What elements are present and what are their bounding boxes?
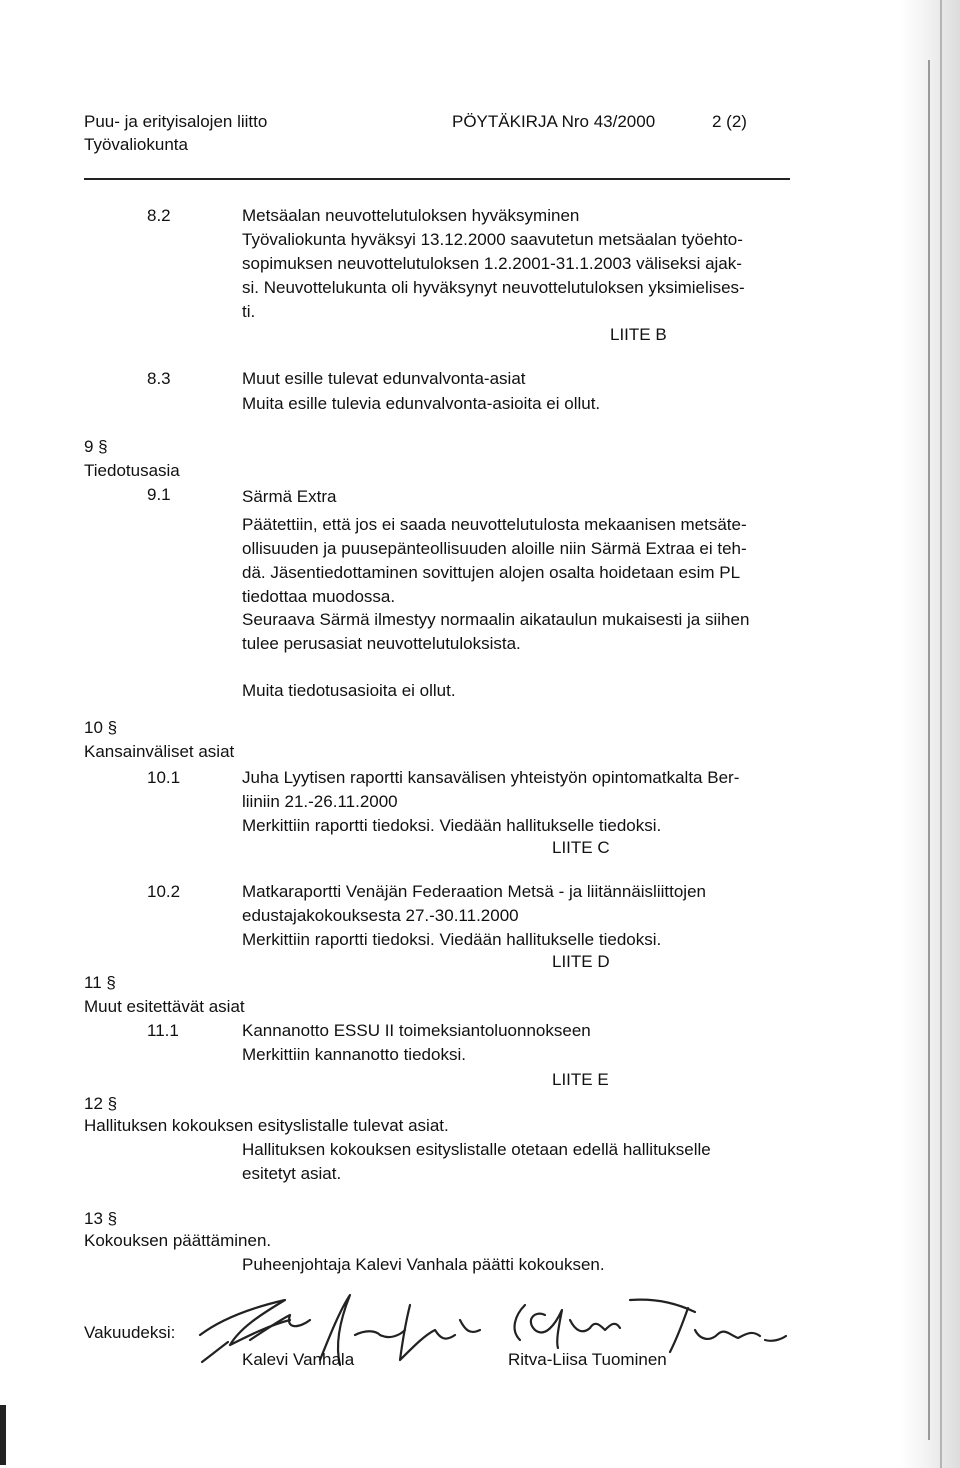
section-heading: Kannanotto ESSU II toimeksiantoluonnokseen bbox=[242, 1021, 591, 1040]
paragraph-number: 9 § bbox=[84, 437, 108, 456]
section-heading: Muut esille tulevat edunvalvonta-asiat bbox=[242, 369, 526, 388]
appendix-label: LIITE E bbox=[552, 1070, 609, 1089]
signature-stroke bbox=[250, 1315, 310, 1340]
section-line: liiniin 21.-26.11.2000 bbox=[242, 792, 398, 811]
signer-name: Kalevi Vanhala bbox=[242, 1350, 355, 1369]
paragraph-number: 10 § bbox=[84, 718, 118, 737]
signature-stroke bbox=[400, 1305, 455, 1360]
section-line: tiedottaa muodossa. bbox=[242, 587, 396, 606]
signer-name: Ritva-Liisa Tuominen bbox=[508, 1350, 667, 1369]
signature-stroke bbox=[460, 1320, 480, 1332]
section-number: 10.1 bbox=[147, 768, 181, 787]
paragraph-title: Kokouksen päättäminen. bbox=[84, 1231, 272, 1250]
section-line: sopimuksen neuvottelutuloksen 1.2.2001-31.1.2003 väliseksi ajak- bbox=[242, 254, 742, 273]
paragraph-title: Kansainväliset asiat bbox=[84, 742, 235, 761]
appendix-label: LIITE B bbox=[610, 325, 667, 344]
section-line: si. Neuvottelukunta oli hyväksynyt neuvottelutuloksen yksimielises- bbox=[242, 278, 745, 297]
paragraph-number: 11 § bbox=[84, 973, 116, 992]
document-title: PÖYTÄKIRJA Nro 43/2000 bbox=[452, 112, 656, 131]
section-line: Merkittiin raportti tiedoksi. Viedään hallitukselle tiedoksi. bbox=[242, 930, 662, 949]
header-org: Puu- ja erityisalojen liitto bbox=[84, 112, 268, 131]
paragraph-number: 13 § bbox=[84, 1209, 118, 1228]
section-line: Merkittiin kannanotto tiedoksi. bbox=[242, 1045, 466, 1064]
section-number: 11.1 bbox=[147, 1021, 179, 1040]
section-line: Puheenjohtaja Kalevi Vanhala päätti kokouksen. bbox=[242, 1255, 605, 1274]
section-number: 9.1 bbox=[147, 485, 171, 504]
appendix-label: LIITE D bbox=[552, 952, 610, 971]
section-line: esitetyt asiat. bbox=[242, 1164, 342, 1183]
signature-stroke bbox=[202, 1342, 228, 1362]
signature-stroke bbox=[630, 1300, 695, 1312]
paragraph-title: Tiedotusasia bbox=[84, 461, 180, 480]
section-line: tulee perusasiat neuvottelutuloksista. bbox=[242, 634, 521, 653]
signature-stroke bbox=[570, 1320, 620, 1331]
page-number: 2 (2) bbox=[712, 112, 747, 131]
section-line: edustajakokouksesta 27.-30.11.2000 bbox=[242, 906, 519, 925]
section-heading: Metsäalan neuvottelutuloksen hyväksyminen bbox=[242, 206, 580, 225]
paragraph-title: Hallituksen kokouksen esityslistalle tulevat asiat. bbox=[84, 1116, 449, 1135]
section-number: 8.2 bbox=[147, 206, 171, 225]
section-line: Työvaliokunta hyväksyi 13.12.2000 saavutetun metsäalan työehto- bbox=[242, 230, 743, 249]
section-line: Päätettiin, että jos ei saada neuvottelutulosta mekaanisen metsäte- bbox=[242, 515, 747, 534]
appendix-label: LIITE C bbox=[552, 838, 610, 857]
header-divider bbox=[84, 178, 790, 180]
header-committee: Työvaliokunta bbox=[84, 135, 188, 154]
section-line: Seuraava Särmä ilmestyy normaalin aikataulun mukaisesti ja siihen bbox=[242, 610, 750, 629]
signature-stroke bbox=[531, 1310, 562, 1348]
scan-edge-mark bbox=[0, 1405, 6, 1465]
section-heading: Juha Lyytisen raportti kansavälisen yhteistyön opintomatkalta Ber- bbox=[242, 768, 740, 787]
section-heading: Särmä Extra bbox=[242, 487, 337, 506]
signature-stroke bbox=[515, 1305, 525, 1340]
section-line: Muita tiedotusasioita ei ollut. bbox=[242, 681, 456, 700]
signature-stroke bbox=[765, 1336, 786, 1341]
section-line: dä. Jäsentiedottaminen sovittujen alojen osalta hoidetaan esim PL bbox=[242, 563, 741, 582]
signature-stroke bbox=[355, 1330, 405, 1337]
section-line: Hallituksen kokouksen esityslistalle otetaan edellä hallitukselle bbox=[242, 1140, 711, 1159]
section-line: ti. bbox=[242, 302, 256, 321]
section-number: 8.3 bbox=[147, 369, 171, 388]
section-line: Muita esille tulevia edunvalvonta-asioita ei ollut. bbox=[242, 394, 601, 413]
scan-edge-shadow bbox=[900, 0, 960, 1468]
signature-stroke bbox=[695, 1330, 760, 1339]
signature-label: Vakuudeksi: bbox=[84, 1323, 176, 1342]
section-heading: Matkaraportti Venäjän Federaation Metsä - ja liitännäisliittojen bbox=[242, 882, 706, 901]
signature-stroke bbox=[670, 1308, 688, 1352]
paragraph-number: 12 § bbox=[84, 1094, 118, 1113]
paragraph-title: Muut esitettävät asiat bbox=[84, 997, 245, 1016]
section-line: ollisuuden ja puusepänteollisuuden aloille niin Särmä Extraa ei teh- bbox=[242, 539, 747, 558]
section-line: Merkittiin raportti tiedoksi. Viedään hallitukselle tiedoksi. bbox=[242, 816, 662, 835]
section-number: 10.2 bbox=[147, 882, 181, 901]
